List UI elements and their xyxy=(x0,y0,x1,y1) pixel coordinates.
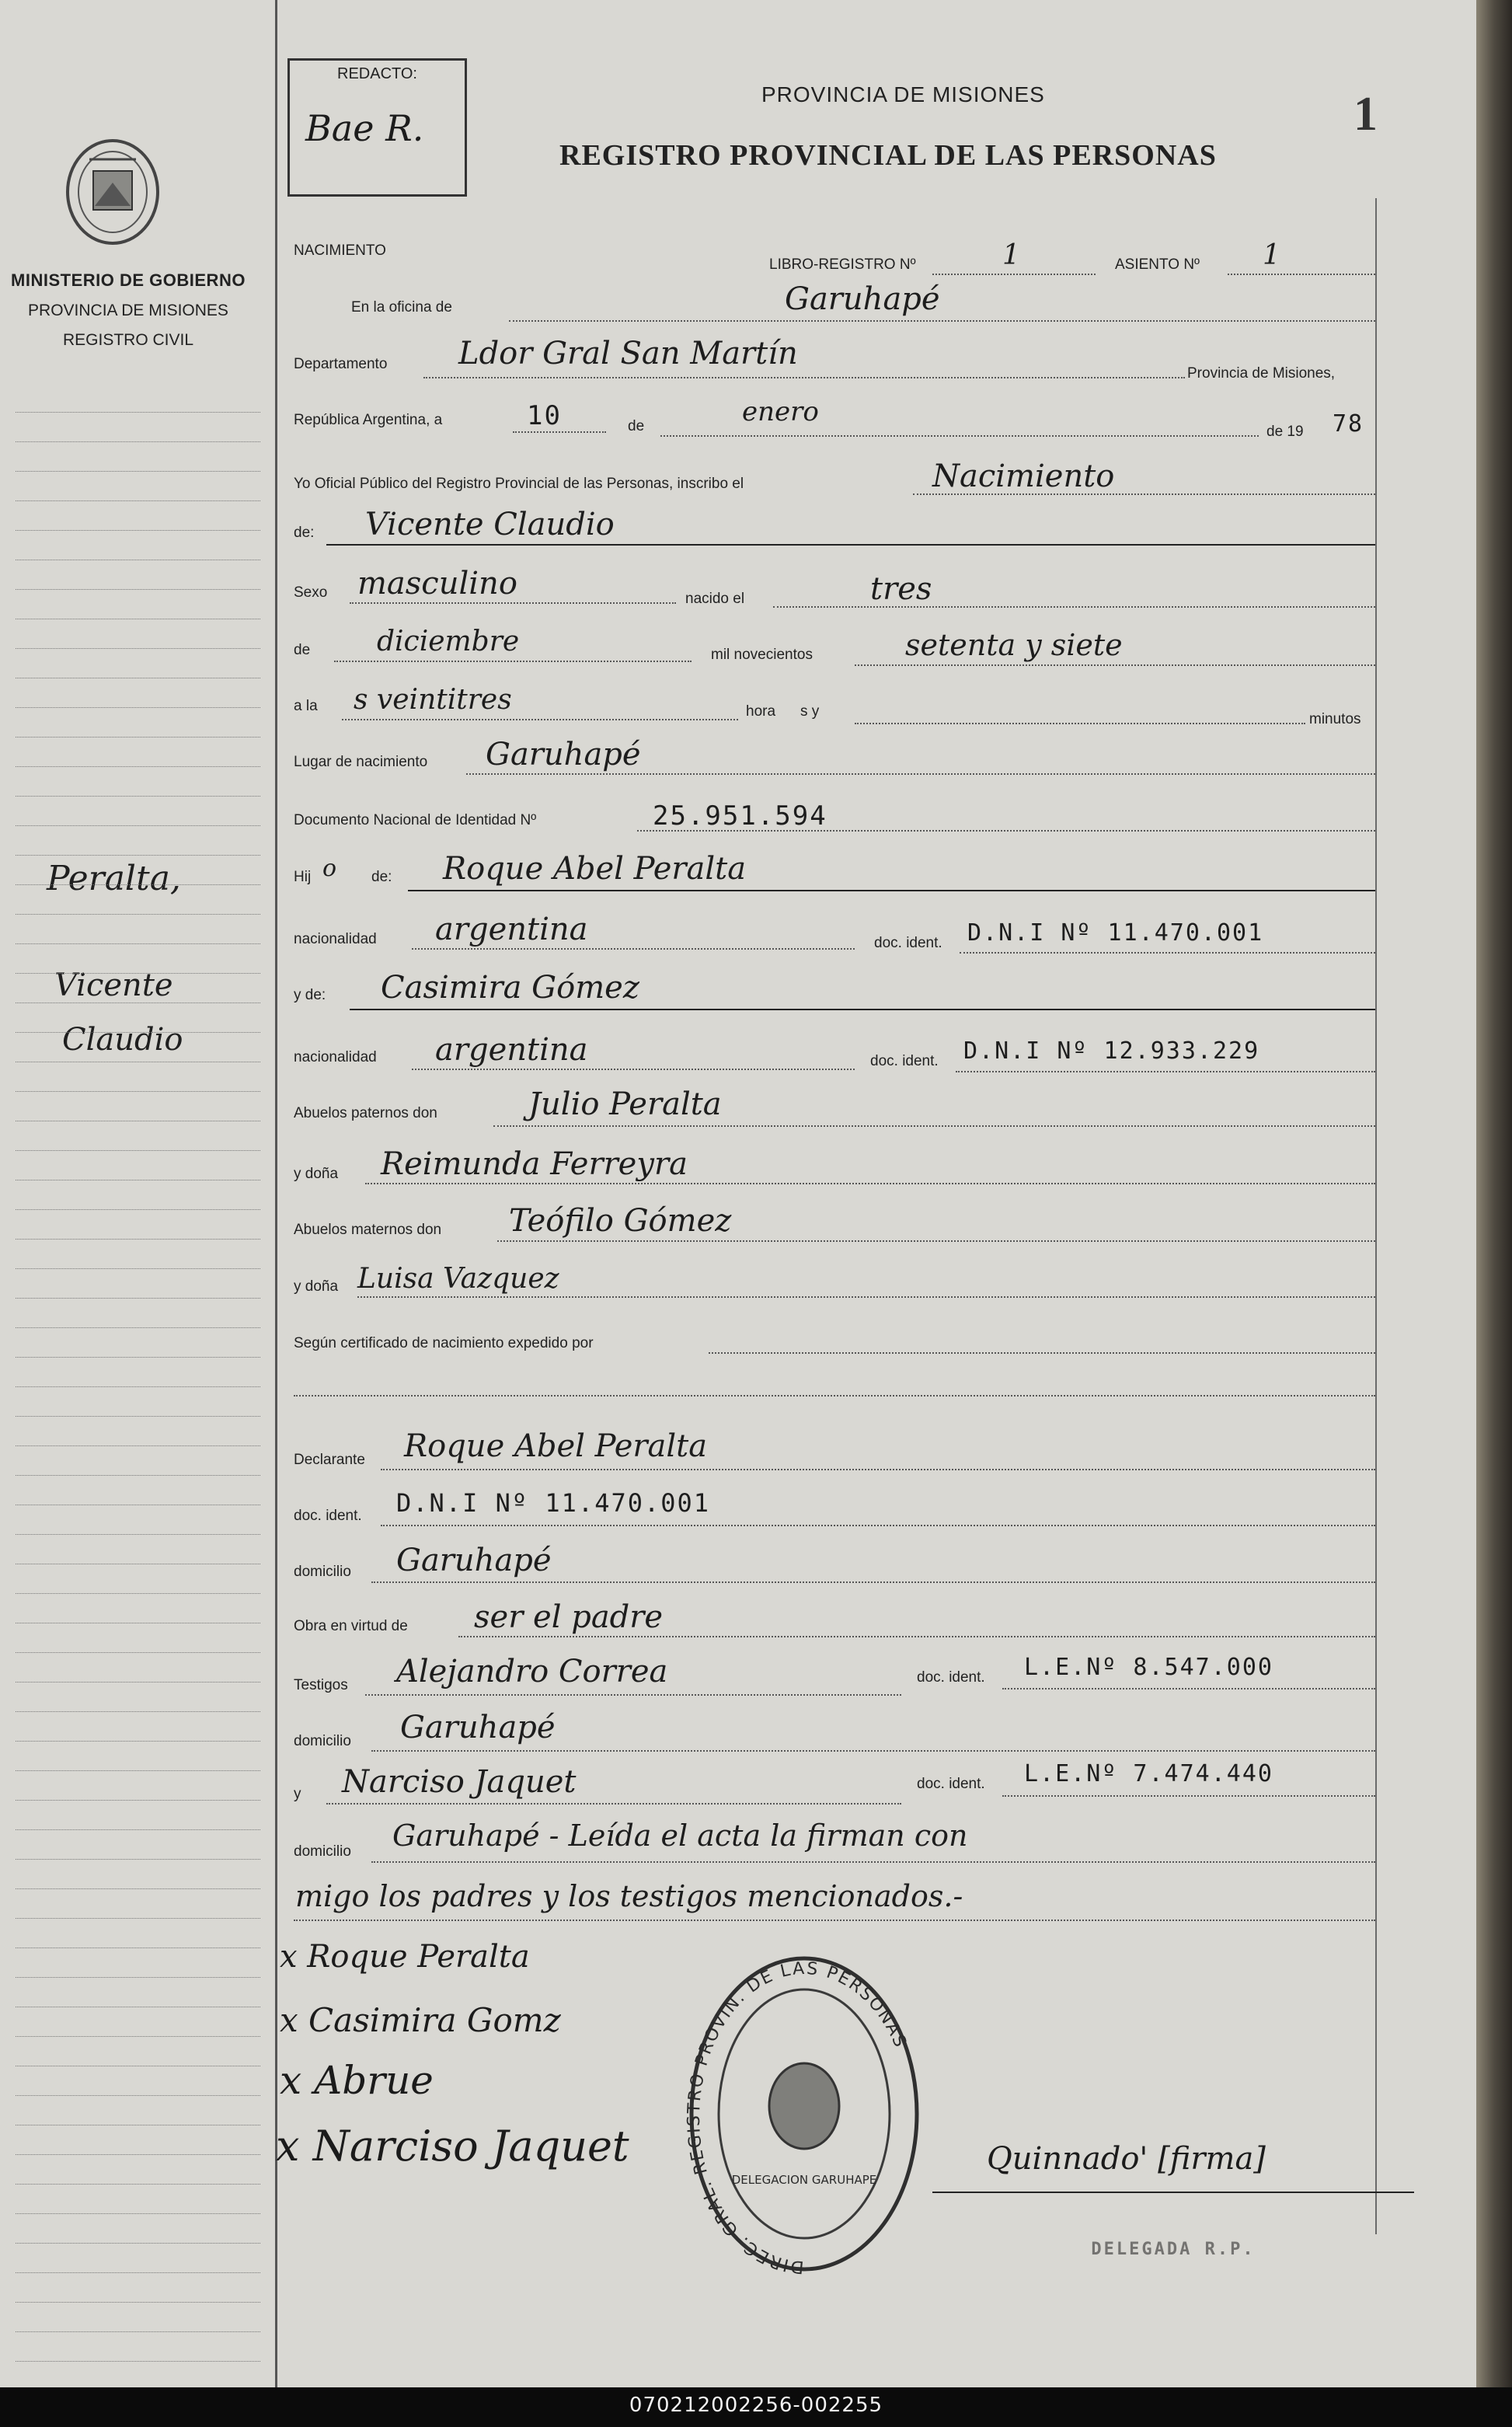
dia-line xyxy=(513,431,606,433)
madre-value: Casimira Gómez xyxy=(381,970,639,1006)
doc-padre-line xyxy=(960,952,1375,954)
signature-witness2: x Narciso Jaquet xyxy=(276,2122,629,2171)
margin-rule xyxy=(16,2154,260,2155)
ministry-heading xyxy=(0,270,256,350)
margin-rule xyxy=(16,412,260,413)
margin-rule xyxy=(16,2302,260,2303)
domicilio-line xyxy=(371,1581,1375,1583)
testigo1-line xyxy=(365,1694,901,1696)
doc-declarante-line xyxy=(381,1525,1375,1526)
redacto-box xyxy=(287,58,467,197)
margin-rule xyxy=(16,589,260,590)
asiento-value: 1 xyxy=(1263,239,1280,271)
document-id: 070212002256-002255 xyxy=(629,2394,883,2417)
margin-rule xyxy=(16,2036,260,2037)
libro-label: LIBRO-REGISTRO Nº xyxy=(769,256,916,273)
lugar-line xyxy=(466,773,1375,775)
provincia-suffix: Provincia de Misiones, xyxy=(1187,365,1336,382)
domicilio-value: Garuhapé xyxy=(396,1543,552,1578)
page-number: 1 xyxy=(1353,88,1378,141)
doc-declarante-label: doc. ident. xyxy=(294,1508,362,1524)
margin-rule xyxy=(16,1386,260,1387)
libro-value: 1 xyxy=(1002,239,1020,271)
abuelos-paternos-label: Abuelos paternos don xyxy=(294,1105,437,1121)
margin-rule xyxy=(16,500,260,501)
province-title: PROVINCIA DE MISIONES xyxy=(761,82,1045,106)
domicilio2-label: domicilio xyxy=(294,1733,351,1749)
margin-rule xyxy=(16,796,260,797)
asiento-line xyxy=(1228,274,1375,275)
margin-rule xyxy=(16,2184,260,2185)
nacionalidad-padre-value: argentina xyxy=(435,912,588,947)
departamento-value: Ldor Gral San Martín xyxy=(458,336,798,371)
abuela-paterna-line xyxy=(365,1183,1375,1184)
margin-rule xyxy=(16,1327,260,1328)
inscribo-value: Nacimiento xyxy=(932,459,1115,494)
domicilio2-line xyxy=(371,1750,1375,1752)
departamento-line xyxy=(423,377,1185,378)
testigo2-value: Narciso Jaquet xyxy=(342,1764,577,1800)
nombre-line xyxy=(326,544,1375,546)
signature-witness1: x Abrue xyxy=(280,2058,434,2103)
domicilio-label: domicilio xyxy=(294,1564,351,1580)
domicilio3-label: domicilio xyxy=(294,1843,351,1860)
doc-testigo2-value: L.E.Nº 7.474.440 xyxy=(1024,1760,1273,1787)
sexo-value: masculino xyxy=(357,566,517,602)
mes-nac-line xyxy=(334,661,692,662)
signature-father: x Roque Peralta xyxy=(280,1939,530,1975)
oficial-text: Yo Oficial Público del Registro Provincial de las Personas, inscribo el xyxy=(294,476,744,492)
margin-rule xyxy=(16,1888,260,1889)
margin-rule xyxy=(16,1357,260,1358)
testigos-label: Testigos xyxy=(294,1677,348,1693)
ministry-civil: REGISTRO CIVIL xyxy=(62,331,194,349)
margin-rule xyxy=(16,1711,260,1712)
lugar-label: Lugar de nacimiento xyxy=(294,754,428,770)
margin-rule xyxy=(16,1770,260,1771)
obra-value: ser el padre xyxy=(474,1599,664,1635)
ydona2-label: y doña xyxy=(294,1278,339,1295)
declarante-value: Roque Abel Peralta xyxy=(404,1428,708,1464)
de-label: de xyxy=(628,418,645,434)
nombre-value: Vicente Claudio xyxy=(365,507,615,542)
margin-rule xyxy=(16,441,260,442)
anio-nac-value: setenta y siete xyxy=(905,628,1123,662)
testigo1-value: Alejandro Correa xyxy=(396,1654,668,1689)
margin-rule xyxy=(16,855,260,856)
hora-value: s veintitres xyxy=(354,684,512,716)
ala-label: a la xyxy=(294,698,318,714)
nacido-label: nacido el xyxy=(685,591,745,607)
abuela-materna-value: Luisa Vazquez xyxy=(357,1263,559,1295)
margin-rule xyxy=(16,2213,260,2214)
nacido-line xyxy=(773,606,1375,608)
madre-line xyxy=(350,1009,1375,1010)
nacimiento-label: NACIMIENTO xyxy=(294,242,386,259)
doc-padre-label: doc. ident. xyxy=(874,935,942,951)
right-margin-rule xyxy=(1375,198,1377,2234)
margin-rule xyxy=(16,1859,260,1860)
margin-rule xyxy=(16,973,260,974)
margin-rule xyxy=(16,943,260,944)
margin-rule xyxy=(16,530,260,531)
sexo-label: Sexo xyxy=(294,584,328,601)
republica-label: República Argentina, a xyxy=(294,412,443,428)
margin-rule xyxy=(16,1593,260,1594)
continuation-value: migo los padres y los testigos mencionados.- xyxy=(295,1879,963,1913)
abuelos-maternos-label: Abuelos maternos don xyxy=(294,1222,442,1238)
nacionalidad-padre-line xyxy=(412,948,855,950)
hora-line xyxy=(342,719,738,720)
registry-title: REGISTRO PROVINCIAL DE LAS PERSONAS xyxy=(559,139,1217,172)
de-nombre-label: de: xyxy=(294,525,315,541)
margin-rule xyxy=(16,1032,260,1033)
dni-value: 25.951.594 xyxy=(653,800,827,832)
margin-rule xyxy=(16,825,260,826)
abuelos-paternos-line xyxy=(493,1125,1375,1127)
hijo-de-label: de: xyxy=(371,869,392,885)
oficina-value: Garuhapé xyxy=(785,281,940,317)
margin-rule xyxy=(16,1800,260,1801)
ministry-province: PROVINCIA DE MISIONES xyxy=(28,302,228,319)
hijo-suffix: o xyxy=(322,855,337,882)
declarante-label: Declarante xyxy=(294,1452,365,1468)
ydona-label: y doña xyxy=(294,1166,339,1182)
doc-madre-label: doc. ident. xyxy=(870,1053,939,1069)
nacionalidad-padre-label: nacionalidad xyxy=(294,931,377,947)
stamp-inner-text: DELEGACION GARUHAPE xyxy=(731,2173,877,2187)
segun-line xyxy=(709,1352,1375,1354)
stamp-text: DIREC. GRAL. REGISTRO PROVIN. DE LAS PERSONAS xyxy=(684,1958,911,2277)
dia-value: 10 xyxy=(527,400,562,431)
official-stamp-icon xyxy=(684,1951,925,2277)
mes-value: enero xyxy=(742,396,819,427)
provincial-seal-icon xyxy=(54,136,171,253)
margin-rule xyxy=(16,884,260,885)
padre-line xyxy=(408,890,1375,891)
doc-testigo1-label: doc. ident. xyxy=(917,1669,985,1686)
margin-rule xyxy=(16,1416,260,1417)
libro-line xyxy=(932,274,1096,275)
doc-madre-line xyxy=(956,1071,1375,1072)
margin-rule xyxy=(16,1652,260,1653)
domicilio3-line xyxy=(371,1861,1375,1863)
doc-testigo1-line xyxy=(1002,1688,1375,1689)
y2-label: y xyxy=(294,1786,301,1802)
dni-label: Documento Nacional de Identidad Nº xyxy=(294,812,537,828)
margin-rule xyxy=(16,2361,260,2362)
declarante-line xyxy=(381,1469,1375,1470)
minutos-line xyxy=(855,723,1305,724)
abuelos-maternos-line xyxy=(497,1240,1375,1242)
margin-rule xyxy=(16,1298,260,1299)
margin-rule xyxy=(16,707,260,708)
margin-rule xyxy=(16,2095,260,2096)
margin-rule xyxy=(16,1977,260,1978)
margin-surname: Peralta, xyxy=(47,859,181,898)
margin-rule xyxy=(16,1150,260,1151)
lugar-value: Garuhapé xyxy=(486,737,641,772)
margin-divider xyxy=(275,0,277,2387)
redacto-label: REDACTO: xyxy=(337,65,417,82)
delegate-stamp-text: DELEGADA R.P. xyxy=(1091,2240,1256,2259)
margin-first-name: Vicente xyxy=(54,968,173,1003)
doc-testigo1-value: L.E.Nº 8.547.000 xyxy=(1024,1654,1273,1681)
domicilio2-value: Garuhapé xyxy=(400,1710,556,1745)
minutos-label: minutos xyxy=(1309,711,1361,727)
anio-value: 78 xyxy=(1333,410,1364,438)
abuela-materna-line xyxy=(357,1296,1375,1298)
margin-rule xyxy=(16,1829,260,1830)
margin-column xyxy=(0,0,273,2387)
margin-rule xyxy=(16,1091,260,1092)
obra-line xyxy=(458,1636,1375,1637)
abuelos-maternos-value: Teófilo Gómez xyxy=(509,1203,732,1239)
margin-rule xyxy=(16,2331,260,2332)
oficina-label: En la oficina de xyxy=(351,299,452,316)
oficina-line xyxy=(509,320,1375,322)
margin-rule xyxy=(16,648,260,649)
mil-label: mil novecientos xyxy=(711,647,813,663)
asiento-label: ASIENTO Nº xyxy=(1115,256,1200,273)
sexo-line xyxy=(350,602,676,604)
margin-rule xyxy=(16,1682,260,1683)
margin-rule xyxy=(16,1918,260,1919)
hijo-label: Hij xyxy=(294,869,312,885)
nacionalidad-madre-label: nacionalidad xyxy=(294,1049,377,1065)
doc-testigo2-label: doc. ident. xyxy=(917,1776,985,1792)
ministry-name: MINISTERIO DE GOBIERNO xyxy=(11,270,246,290)
departamento-label: Departamento xyxy=(294,356,388,372)
delegate-stamp xyxy=(1018,2224,1329,2294)
margin-rule xyxy=(16,914,260,915)
mes-nac-value: diciembre xyxy=(377,626,520,657)
nacionalidad-madre-line xyxy=(412,1069,855,1070)
nacido-value: tres xyxy=(870,571,932,607)
segun-label: Según certificado de nacimiento expedido por xyxy=(294,1335,594,1351)
doc-declarante-value: D.N.I Nº 11.470.001 xyxy=(396,1488,711,1518)
margin-rule xyxy=(16,1534,260,1535)
segun-line-2 xyxy=(294,1395,1375,1397)
redacto-value: Bae R. xyxy=(305,107,424,149)
margin-rule xyxy=(16,471,260,472)
footer-bar xyxy=(0,2387,1512,2427)
margin-rule xyxy=(16,1268,260,1269)
margin-rule xyxy=(16,766,260,767)
margin-rule xyxy=(16,1239,260,1240)
domicilio3-value: Garuhapé - Leída el acta la firman con xyxy=(392,1819,968,1853)
doc-madre-value: D.N.I Nº 12.933.229 xyxy=(963,1037,1260,1065)
doc-testigo2-line xyxy=(1002,1795,1375,1797)
testigo2-line xyxy=(326,1803,901,1805)
abuela-paterna-value: Reimunda Ferreyra xyxy=(381,1146,688,1182)
margin-rule xyxy=(16,737,260,738)
book-binding xyxy=(1476,0,1512,2387)
doc-padre-value: D.N.I Nº 11.470.001 xyxy=(967,919,1264,947)
mes-line xyxy=(660,435,1259,437)
hora-label: hora xyxy=(746,703,776,720)
margin-second-name: Claudio xyxy=(62,1022,183,1058)
anio-label: de 19 xyxy=(1266,424,1304,440)
anio-nac-line xyxy=(855,664,1375,666)
signature-officer: Quinnado' [firma] xyxy=(987,2141,1266,2177)
margin-rule xyxy=(16,2272,260,2273)
margin-rule xyxy=(16,1445,260,1446)
yde-label: y de: xyxy=(294,987,326,1003)
de2-label: de xyxy=(294,642,311,658)
margin-rule xyxy=(16,1741,260,1742)
margin-rule xyxy=(16,1209,260,1210)
y-label: s y xyxy=(800,703,820,720)
obra-label: Obra en virtud de xyxy=(294,1618,408,1634)
continuation-line xyxy=(294,1920,1375,1921)
margin-rule xyxy=(16,2243,260,2244)
padre-value: Roque Abel Peralta xyxy=(443,851,747,887)
nacionalidad-madre-value: argentina xyxy=(435,1032,588,1068)
signature-mother: x Casimira Gomz xyxy=(280,2001,561,2039)
abuelos-paternos-value: Julio Peralta xyxy=(528,1086,722,1122)
margin-rule xyxy=(16,1475,260,1476)
officer-signature-line xyxy=(932,2192,1414,2193)
